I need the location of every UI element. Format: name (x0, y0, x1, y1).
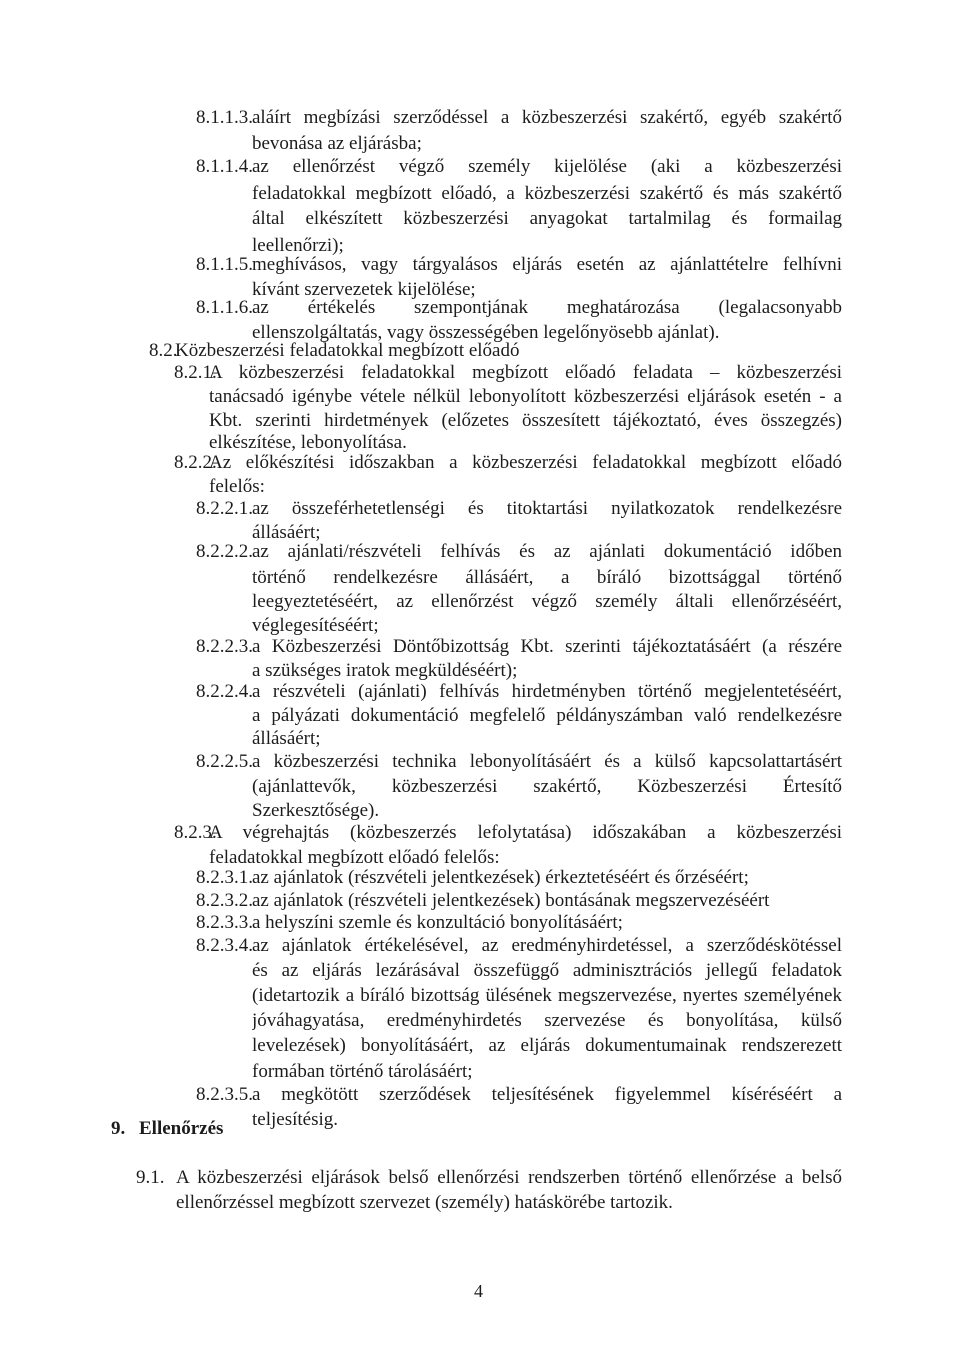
item-text-line: levelezések) bonyolításáért, az eljárás dokumentumainak rendszerezett (252, 1035, 842, 1056)
item-text-line: a pályázati dokumentáció megfelelő példányszámban való rendelkezésre (252, 705, 842, 726)
item-text-line: kívánt szervezetek kijelölése; (252, 279, 476, 300)
item-text-line: az ellenőrzést végző személy kijelölése (aki a közbeszerzési (252, 156, 842, 177)
item-text-line: véglegesítéséért; (252, 615, 379, 636)
item-text-line: az ajánlatok (részvételi jelentkezések) érkeztetéséért és őrzéséért; (252, 867, 749, 888)
item-number: 8.1.1.4. (196, 156, 253, 177)
item-text-line: teljesítésig. (252, 1109, 339, 1130)
item-text-line: Ellenőrzés (139, 1118, 224, 1139)
item-text-line: tanácsadó igénybe vétele nélkül lebonyolított közbeszerzési eljárások esetén - a (209, 386, 842, 407)
item-text-line: az értékelés szempontjának meghatározása (legalacsonyabb (252, 297, 842, 318)
item-text-line: az összeférhetetlenségi és titoktartási nyilatkozatok rendelkezésre (252, 498, 842, 519)
page-number: 4 (474, 1281, 483, 1301)
item-number: 8.2.3. (174, 822, 217, 843)
item-text-line: feladatokkal megbízott előadó, a közbeszerzési szakértő és más szakértő (252, 183, 842, 204)
item-text-line: leellenőrzi); (252, 235, 344, 256)
item-number: 8.1.1.6. (196, 297, 253, 318)
item-number: 8.1.1.5. (196, 254, 253, 275)
item-text-line: által elkészített közbeszerzési anyagokat tartalmilag és formailag (252, 208, 842, 229)
item-number: 8.2.2. (174, 452, 217, 473)
item-text-line: az ajánlatok (részvételi jelentkezések) bontásának megszervezéséért (252, 890, 770, 911)
item-number: 8.2.2.1. (196, 498, 253, 519)
item-text-line: a közbeszerzési technika lebonyolításáért és a külső kapcsolattartásért (252, 751, 842, 772)
item-text-line: Kbt. szerinti hirdetmények (előzetes összesített tájékoztató, éves összegzés) (209, 410, 842, 431)
item-number: 8.1.1.3. (196, 107, 253, 128)
item-text-line: A közbeszerzési feladatokkal megbízott előadó feladata – közbeszerzési (209, 362, 842, 383)
item-number: 8.2.2.5. (196, 751, 253, 772)
item-text-line: felelős: (209, 476, 265, 497)
item-text-line: történő rendelkezésre állásáért, a bíráló bizottsággal történő (252, 567, 842, 588)
item-text-line: a részvételi (ajánlati) felhívás hirdetményben történő megjelentetéséért, (252, 681, 842, 702)
item-text-line: az ajánlati/részvételi felhívás és az ajánlati dokumentáció időben (252, 541, 842, 562)
item-text-line: aláírt megbízási szerződéssel a közbeszerzési szakértő, egyéb szakértő (252, 107, 842, 128)
item-number: 8.2.3.2. (196, 890, 253, 911)
item-text-line: Szerkesztősége). (252, 800, 380, 821)
item-text-line: Közbeszerzési feladatokkal megbízott előadó (175, 340, 520, 361)
item-text-line: meghívásos, vagy tárgyalásos eljárás esetén az ajánlattételre felhívni (252, 254, 842, 275)
item-text-line: elkészítése, lebonyolítása. (209, 432, 407, 453)
item-number: 9. (111, 1118, 126, 1139)
item-number: 8.2.3.3. (196, 912, 253, 933)
item-text-line: jóváhagyatása, eredményhirdetés szervezése és bonyolítása, külső (252, 1010, 842, 1031)
item-text-line: (idetartozik a bíráló bizottság ülésének megszervezése, nyertes személyének (252, 985, 842, 1006)
item-text-line: (ajánlattevők, közbeszerzési szakértő, Közbeszerzési Értesítő (252, 776, 842, 797)
item-number: 8.2.2.3. (196, 636, 253, 657)
item-number: 8.2.3.1. (196, 867, 253, 888)
item-text-line: ellenőrzéssel megbízott szervezet (személy) hatáskörébe tartozik. (176, 1192, 673, 1213)
item-text-line: és az eljárás lezárásával összefüggő adminisztrációs jellegű feladatok (252, 960, 842, 981)
item-number: 8.2.1. (174, 362, 217, 383)
item-text-line: bevonása az eljárásba; (252, 133, 422, 154)
item-text-line: Az előkészítési időszakban a közbeszerzési feladatokkal megbízott előadó (209, 452, 842, 473)
item-text-line: feladatokkal megbízott előadó felelős: (209, 847, 500, 868)
item-text-line: az ajánlatok értékelésével, az eredményhirdetéssel, a szerződéskötéssel (252, 935, 842, 956)
item-text-line: A végrehajtás (közbeszerzés lefolytatása) időszakában a közbeszerzési (209, 822, 842, 843)
item-text-line: a szükséges iratok megküldéséért); (252, 660, 518, 681)
item-number: 8.2.3.5. (196, 1084, 253, 1105)
item-text-line: állásáért; (252, 728, 321, 749)
item-number: 8.2. (149, 340, 178, 361)
item-text-line: leegyeztetéséért, az ellenőrzést végző személy általi ellenőrzéséért, (252, 591, 842, 612)
item-text-line: a helyszíni szemle és konzultáció bonyolításáért; (252, 912, 623, 933)
item-text-line: a Közbeszerzési Döntőbizottság Kbt. szerinti tájékoztatásáért (a részére (252, 636, 842, 657)
item-number: 8.2.3.4. (196, 935, 253, 956)
item-text-line: ellenszolgáltatás, vagy összességében legelőnyösebb ajánlat). (252, 322, 720, 343)
item-text-line: a megkötött szerződések teljesítésének figyelemmel kíséréséért a (252, 1084, 842, 1105)
item-text-line: állásáért; (252, 522, 321, 543)
item-text-line: A közbeszerzési eljárások belső ellenőrzési rendszerben történő ellenőrzése a belső (176, 1167, 842, 1188)
item-text-line: formában történő tárolásáért; (252, 1061, 473, 1082)
item-number: 8.2.2.2. (196, 541, 253, 562)
item-number: 8.2.2.4. (196, 681, 253, 702)
item-number: 9.1. (136, 1167, 165, 1188)
